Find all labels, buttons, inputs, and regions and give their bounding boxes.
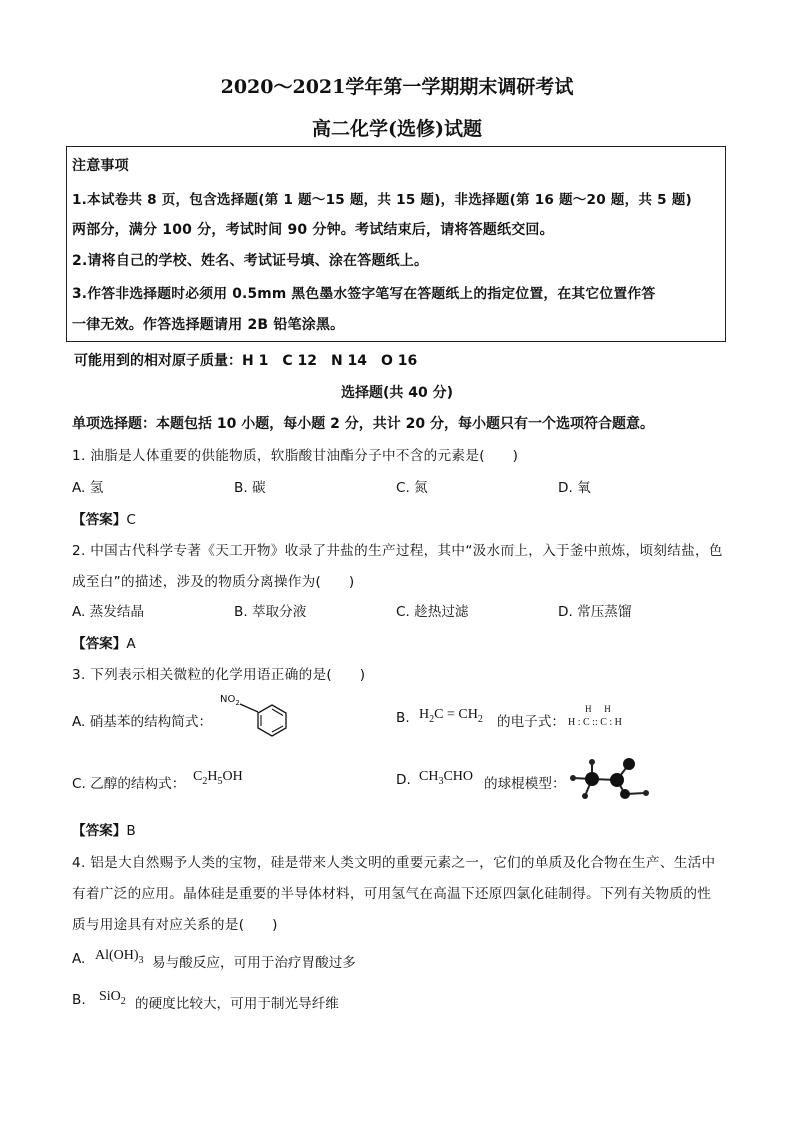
question-4-option-a-text: 易与酸反应，可用于治疗胃酸过多 [152,955,356,971]
question-2-stem-line-2: 成至白”的描述，涉及的物质分离操作为( ) [72,574,355,590]
question-3-answer [72,819,136,839]
question-3-option-b-label: B. [396,710,410,726]
question-2-option-d: D. 常压蒸馏 [558,604,632,620]
question-4-stem-line-2: 有着广泛的应用。晶体硅是重要的半导体材料，可用氢气在高温下还原四氯化硅制得。下列有关物质的性 [72,886,712,902]
notice-line-3b: 一律无效。作答选择题请用 2B 铅笔涂黑。 [72,317,345,333]
question-3-option-d-label: D. [396,772,411,788]
question-2-option-a: A. 蒸发结晶 [72,604,145,620]
question-1-option-b: B. 碳 [234,480,266,496]
answer-tag: 【答案】 [72,512,127,528]
question-2-stem-line-1: 2. 中国古代科学专著《天工开物》收录了井盐的生产过程，其中“汲水而上，入于釜中煎炼，顷刻结盐，色 [72,543,723,559]
question-4-stem-line-3: 质与用途具有对应关系的是( ) [72,917,278,933]
acetaldehyde-formula: $CH_3CHO$ [419,769,474,787]
silicon-dioxide-formula: SiO$_2$ [99,989,126,1007]
section-title: 选择题(共 40 分) [340,385,454,401]
question-4-option-b-text: 的硬度比较大，可用于制光导纤维 [135,996,339,1012]
question-3-stem: 3. 下列表示相关微粒的化学用语正确的是( ) [72,667,366,683]
section-instruction: 单项选择题：本题包括 10 小题，每小题 2 分，共计 20 分，每小题只有一个选项符合题意。 [72,416,654,432]
ethylene-formula: $H_2C = CH_2$ [419,707,483,725]
question-4-option-a-label: A. [72,951,86,967]
exam-subtitle: 高二化学(选修)试题 [312,118,482,140]
answer-value: B [126,823,136,839]
question-3-option-c: C. 乙醇的结构式： [72,776,186,792]
exam-title: 2020～2021学年第一学期期末调研考试 [220,76,574,98]
question-4-stem-line-1: 4. 铝是大自然赐予人类的宝物，硅是带来人类文明的重要元素之一，它们的单质及化合物在生产、生活中 [72,855,716,871]
nitrobenzene-structure [230,698,294,742]
answer-value: A [126,636,136,652]
lewis-top-hydrogens: H H [585,704,612,714]
ethanol-formula: $C_2H_5OH$ [193,769,243,787]
question-3-option-b-text: 的电子式： [497,714,565,730]
answer-tag: 【答案】 [72,636,127,652]
question-1-answer [72,508,136,528]
notice-box [66,146,726,342]
nitro-group-label: $NO_2$ [220,694,240,707]
answer-tag: 【答案】 [72,823,127,839]
notice-line-2: 2.请将自己的学校、姓名、考试证号填、涂在答题纸上。 [72,253,429,269]
question-3-option-a: A. 硝基苯的结构简式： [72,714,213,730]
question-3-option-d-text: 的球棍模型： [484,776,566,792]
question-2-option-c: C. 趁热过滤 [396,604,469,620]
atomic-masses: 可能用到的相对原子质量：H 1 C 12 N 14 O 16 [74,353,418,369]
question-1-option-c: C. 氮 [396,480,428,496]
question-2-option-b: B. 萃取分液 [234,604,307,620]
aluminium-hydroxide-formula: $Al(OH)_3$ [95,948,144,966]
notice-heading: 注意事项 [72,158,129,174]
notice-line-1a: 1.本试卷共 8 页，包含选择题(第 1 题～15 题，共 15 题)，非选择题(第 16 题～20 题，共 5 题) [72,192,692,208]
question-1-option-d: D. 氧 [558,480,591,496]
notice-line-3a: 3.作答非选择题时必须用 0.5mm 黑色墨水签字笔写在答题纸上的指定位置，在其它位置作答 [72,286,656,302]
question-4-option-b-label: B. [72,992,86,1008]
ball-and-stick-model [565,752,655,804]
question-2-answer [72,632,136,652]
lewis-structure: H : C :: C : H [568,717,622,728]
question-1-option-a: A. 氢 [72,480,104,496]
answer-value: C [126,512,136,528]
notice-line-1b: 两部分，满分 100 分，考试时间 90 分钟。考试结束后，请将答题纸交回。 [72,222,554,238]
question-1-stem: 1. 油脂是人体重要的供能物质，软脂酸甘油酯分子中不含的元素是( ) [72,448,519,464]
